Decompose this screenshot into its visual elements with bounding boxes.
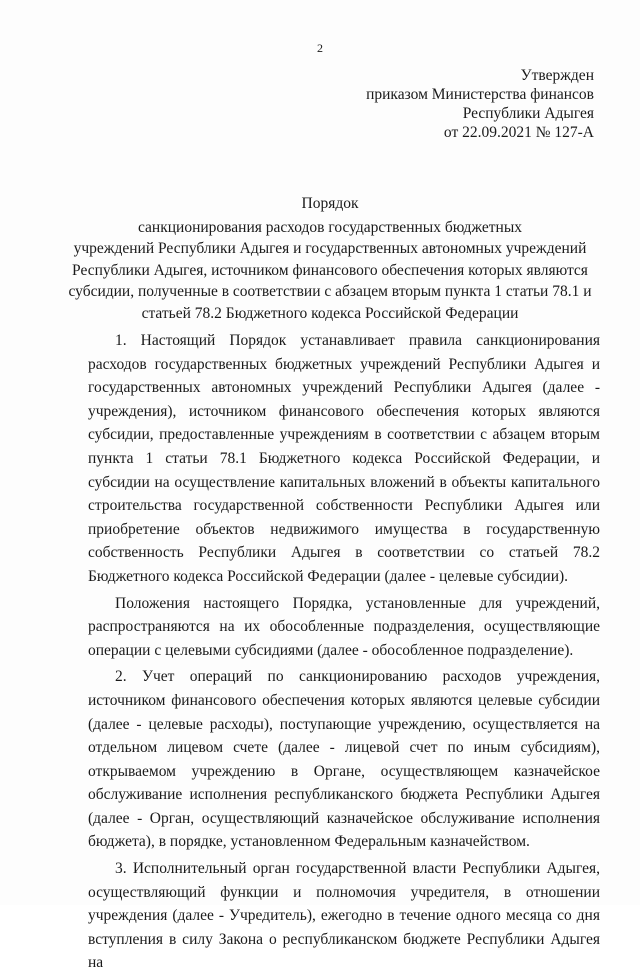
title-line: субсидии, полученные в соответствии с абзацем вторым пункта 1 статьи 78.1 и [68,283,592,300]
page-number: 2 [317,41,323,55]
title-line: учреждений Республики Адыгея и государственных автономных учреждений [73,240,587,257]
approval-date-line: от 22.09.2021 № 127-А [443,124,594,141]
title-heading: Порядок [301,195,359,212]
paragraph-1: 1. Настоящий Порядок устанавливает правила санкционирования расходов государственных бюджетных учреждений Республики Адыгея и государственных автономных учреждений Республики Адыгея (далее - учреждения), источником финансового обеспечения которых являются субсидии, предоставленные учреждениям в соответствии с абзацем вторым пункта 1 статьи 78.1 Бюджетного кодекса Российской Федерации, и субсидии на осуществление капитальных вложений в объекты капитального строительства государственной собственности Республики Адыгея или приобретение объектов недвижимого имущества в государственную собственность Республики Адыгея в соответствии со статьей 78.2 Бюджетного кодекса Российской Федерации (далее - целевые субсидии). [88,332,600,585]
approval-block [366,66,594,142]
document-title [30,193,630,324]
document-body [88,329,600,978]
title-line: санкционирования расходов государственных бюджетных [137,218,523,236]
title-line: Республики Адыгея, источником финансового обеспечения которых являются [72,261,588,279]
approval-line: приказом Министерства финансов [366,86,594,103]
paragraph-3: 3. Исполнительный орган государственной власти Республики Адыгея, осуществляющий функции и полномочия учредителя, в отношении учреждения (далее - Учредитель), ежегодно в течение одного месяца со дня вступления в силу Закона о республиканском бюджете Республики Адыгея на [88,860,600,972]
paragraph-2: 2. Учет операций по санкционированию расходов учреждения, источником финансового обеспечения которых являются целевые субсидии (далее - целевые расходы), поступающие учреждению, осуществляется на отдельном лицевом счете (далее - лицевой счет по иным субсидиям), открываемом учреждению в Органе, осуществляющем казначейское обслуживание исполнения республиканского бюджета Республики Адыгея (далее - Орган, осуществляющий казначейское обслуживание исполнения бюджета), в порядке, установленном Федеральным казначейством. [88,668,600,851]
approval-line: Республики Адыгея [462,105,594,122]
paragraph-1-continuation: Положения настоящего Порядка, установленные для учреждений, распространяются на их обособленные подразделения, осуществляющие операции с целевыми субсидиями (далее - обособленное подразделение). [88,594,600,659]
approval-line: Утвержден [520,67,594,84]
title-line: статьей 78.2 Бюджетного кодекса Российской Федерации [141,304,519,322]
